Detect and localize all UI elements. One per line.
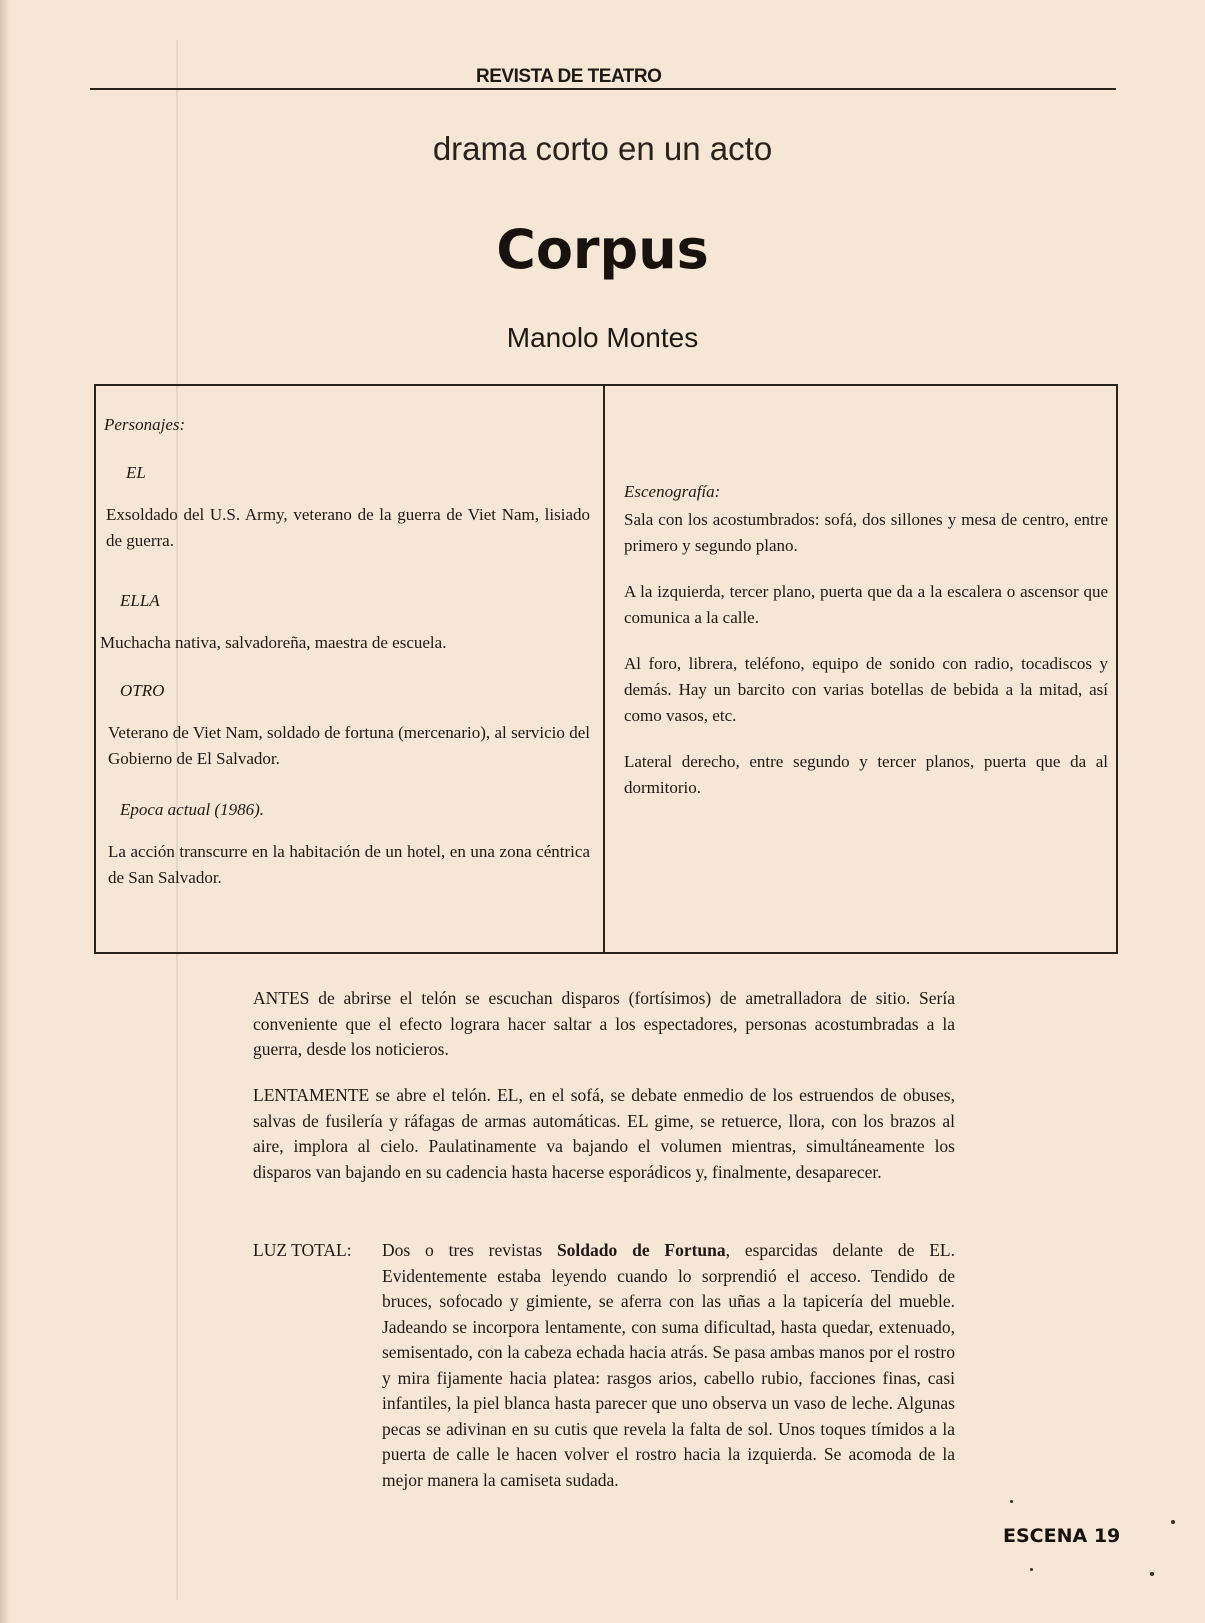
cast-scenography-box: [94, 384, 1118, 954]
antes-text: ANTES de abrirse el telón se escuchan disparos (fortísimos) de ametralladora de sitio. Sería conveniente que el efecto lograra hacer saltar a los espectadores, personas acostumbradas a la guerra, desde los noticieros.: [253, 988, 955, 1059]
luz-text-post: , esparcidas delante de EL. Evidentemente estaba leyendo cuando lo sorprendió el acceso. Tendido de bruces, sofocado y gimiente, se aferra con las uñas a la tapicería del mueble. Jadeando se incorpora lentamente, con suma dificultad, hasta quedar, extenuado, semisentado, con la cabeza echada hacia atrás. Se pasa ambas manos por el rostro y mira fijamente hacia platea: rasgos arios, cabello rubio, facciones finas, casi infantiles, la piel blanca hasta parecer que uno observa un vaso de leche. Algunas pecas se adivinan en su cutis que revela la falta de sol. Unos toques tímidos a la puerta de calle le hacen volver el rostro hacia la izquierda. Se acomoda de la mejor manera la camiseta sudada.: [382, 1240, 955, 1490]
play-title: Corpus: [496, 218, 709, 281]
el-label: EL: [126, 463, 146, 482]
el-description: Exsoldado del U.S. Army, veterano de la guerra de Viet Nam, lisiado de guerra.: [106, 505, 590, 550]
page-footer: [1003, 1525, 1120, 1547]
scenography-p3: Al foro, librera, teléfono, equipo de sonido con radio, tocadiscos y demás. Hay un barcito con varias botellas de bebida a la mitad, así como vasos, etc.: [624, 654, 1108, 725]
ink-speck: [1150, 1572, 1154, 1576]
ella-label: ELLA: [120, 591, 160, 610]
ink-speck: [1030, 1568, 1033, 1571]
luz-total-label: LUZ TOTAL:: [253, 1240, 352, 1260]
scenography-heading: Escenografía:: [624, 482, 721, 501]
epoca-label: Epoca actual (1986).: [120, 800, 264, 819]
ink-speck: [1010, 1500, 1013, 1503]
header-label: REVISTA DE TEATRO: [472, 66, 665, 88]
footer-page-number: 19: [1093, 1525, 1121, 1547]
play-subtitle: drama corto en un acto: [432, 130, 773, 167]
cast-column: [100, 386, 590, 891]
otro-description: Veterano de Viet Nam, soldado de fortuna (mercenario), al servicio del Gobierno de El Salvador.: [108, 723, 590, 768]
scenography-p1: Sala con los acostumbrados: sofá, dos sillones y mesa de centro, entre primero y segundo plano.: [624, 510, 1108, 555]
otro-label: OTRO: [120, 681, 165, 700]
ella-description: Muchacha nativa, salvadoreña, maestra de escuela.: [100, 633, 447, 652]
ink-speck: [1171, 1520, 1175, 1524]
luz-text-pre: Dos o tres revistas: [382, 1240, 557, 1260]
cast-heading: Personajes:: [104, 415, 186, 434]
luz-total-paragraph: [382, 1238, 955, 1493]
body-paragraph-antes: [253, 986, 955, 1063]
body-paragraph-lentamente: [253, 1083, 955, 1185]
magazine-name: Soldado de Fortuna: [556, 1240, 726, 1260]
header-rule: [90, 88, 1116, 90]
box-divider: [603, 386, 605, 952]
footer-magazine: ESCENA: [1003, 1525, 1088, 1547]
scenography-column: [624, 386, 1108, 801]
play-author: Manolo Montes: [506, 322, 699, 353]
scenography-p4: Lateral derecho, entre segundo y tercer planos, puerta que da al dormitorio.: [624, 752, 1108, 797]
lentamente-text: LENTAMENTE se abre el telón. EL, en el sofá, se debate enmedio de los estruendos de obuses, salvas de fusilería y ráfagas de armas automáticas. EL gime, se retuerce, llora, con los brazos al aire, implora al cielo. Paulatinamente va bajando el volumen mientras, simultáneamente los disparos van bajando en su cadencia hasta hacerse esporádicos y, finalmente, desaparecer.: [253, 1085, 955, 1182]
accion-description: La acción transcurre en la habitación de un hotel, en una zona céntrica de San Salvador.: [108, 842, 590, 887]
scenography-p2: A la izquierda, tercer plano, puerta que da a la escalera o ascensor que comunica a la calle.: [624, 582, 1108, 627]
